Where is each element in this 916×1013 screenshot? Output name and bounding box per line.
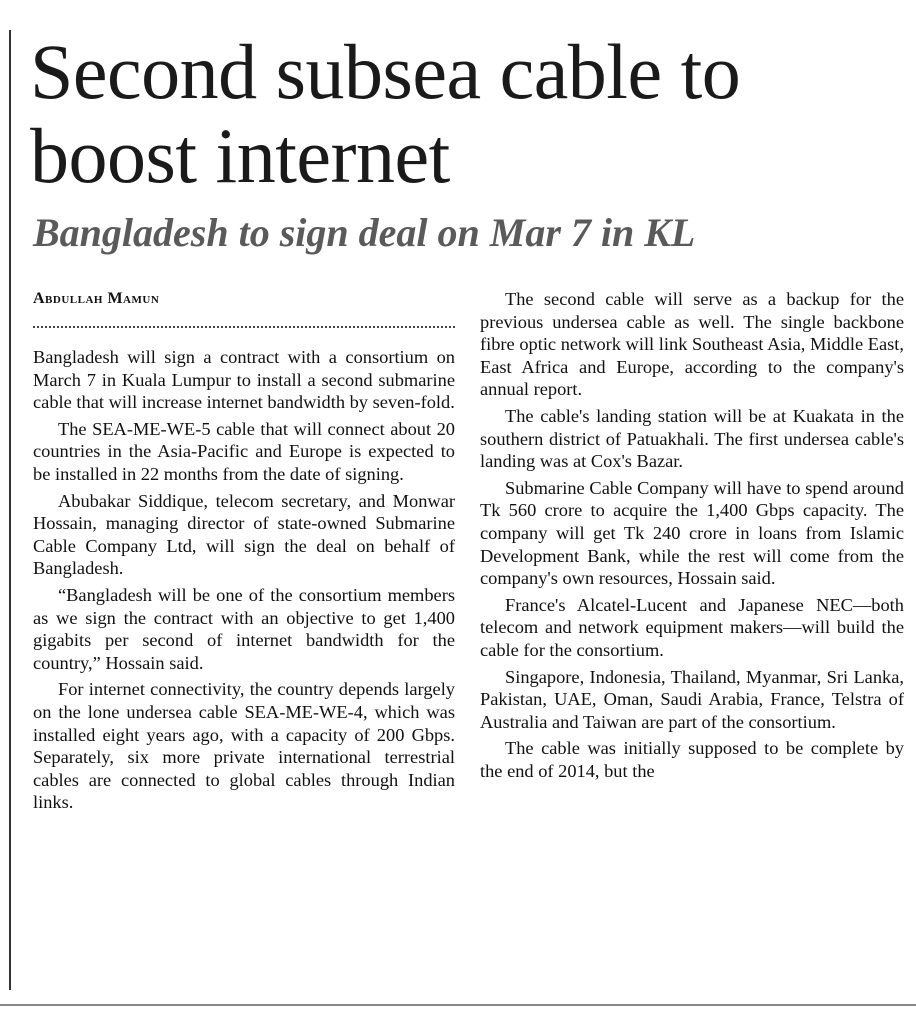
paragraph: Submarine Cable Company will have to spend around Tk 560 crore to acquire the 1,400 Gbps capacity. The company will get Tk 240 crore in loans from Islamic Development Bank, while the rest will come from the company's own resources, Hossain said. [480, 477, 904, 589]
paragraph: The SEA-ME-WE-5 cable that will connect about 20 countries in the Asia-Pacific and Europe is expected to be installed in 22 months from the date of signing. [33, 418, 455, 484]
paragraph: The cable's landing station will be at Kuakata in the southern district of Patuakhali. The first undersea cable's landing was at Cox's Bazar. [480, 405, 904, 472]
paragraph: Bangladesh will sign a contract with a consortium on March 7 in Kuala Lumpur to install a second submarine cable that will increase internet bandwidth by seven-fold. [33, 347, 455, 413]
byline-divider [33, 326, 455, 328]
paragraph: Singapore, Indonesia, Thailand, Myanmar, Sri Lanka, Pakistan, UAE, Oman, Saudi Arabia, France, Telstra of Australia and Taiwan are part of the consortium. [480, 666, 904, 732]
byline: Abdullah Mamun [33, 290, 160, 307]
subheadline: Bangladesh to sign deal on Mar 7 in KL [33, 210, 696, 255]
bottom-rule [0, 1004, 916, 1006]
left-column-rule [9, 30, 11, 990]
paragraph: “Bangladesh will be one of the consortium members as we sign the contract with an objective to get 1,400 gigabits per second of internet bandwidth for the country,” Hossain said. [33, 584, 455, 673]
article-column-right [480, 288, 904, 786]
paragraph: The cable was initially supposed to be complete by the end of 2014, but the [480, 738, 904, 781]
paragraph: For internet connectivity, the country depends largely on the lone undersea cable SEA-ME-WE-4, which was installed eight years ago, with a capacity of 200 Gbps. Separately, six more private international terrestrial cables are connected to global cables through Indian links. [33, 679, 455, 813]
paragraph: The second cable will serve as a backup for the previous undersea cable as well. The single backbone fibre optic network will link Southeast Asia, Middle East, East Africa and Europe, according to the company's annual report. [480, 289, 904, 400]
headline: Second subsea cable to boost internet [30, 28, 741, 199]
paragraph: Abubakar Siddique, telecom secretary, and Monwar Hossain, managing director of state-owned Submarine Cable Company Ltd, will sign the deal on behalf of Bangladesh. [33, 490, 455, 579]
article-column-left [33, 346, 455, 818]
paragraph: France's Alcatel-Lucent and Japanese NEC—both telecom and network equipment makers—will build the cable for the consortium. [480, 594, 904, 660]
